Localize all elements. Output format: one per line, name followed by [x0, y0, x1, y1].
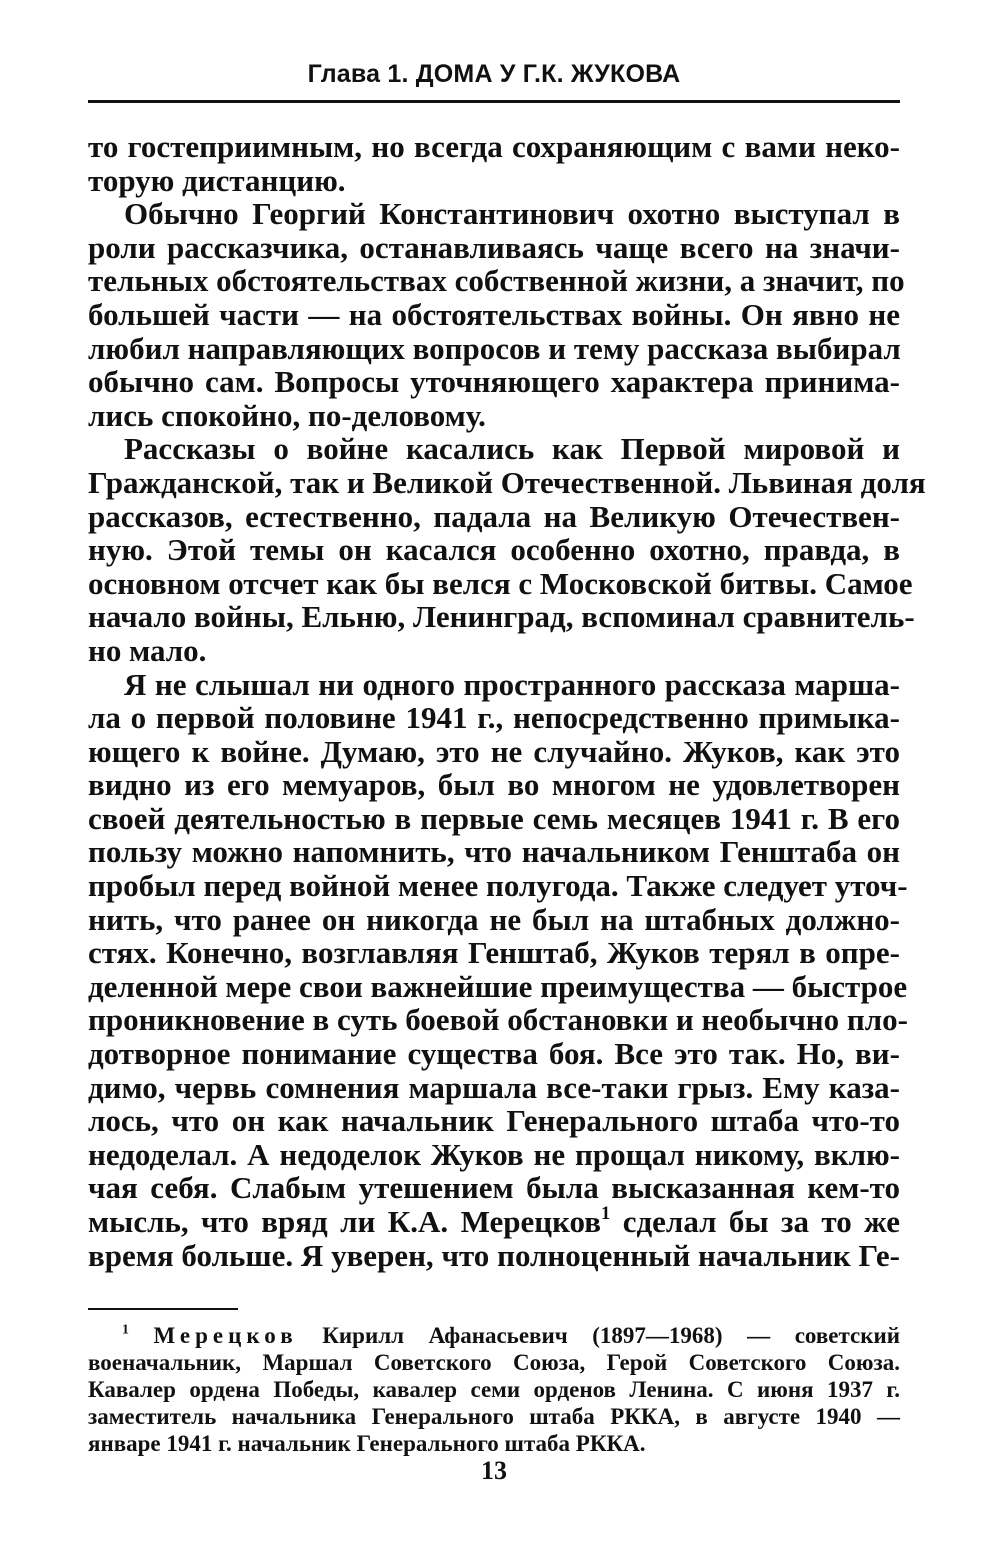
text-line: большей части — на обстоятельствах войны. Он явно не: [88, 296, 900, 332]
text-fragment: сделал бы за то же: [610, 1204, 900, 1239]
text-fragment: мысль, что вряд ли К.А. Мерецков: [88, 1204, 601, 1239]
footnote-name: Мерецков: [153, 1323, 298, 1348]
text-line: Обычно Георгий Константинович охотно выступал в: [124, 196, 900, 232]
text-line: основном отсчет как бы велся с Московской битвы. Самое: [88, 565, 913, 601]
text-line: своей деятельностью в первые семь месяцев 1941 г. В его: [88, 800, 900, 836]
text-line: рассказов, естественно, падала на Великую Отечествен-: [88, 498, 900, 534]
footnote-line: [88, 1322, 900, 1349]
text-line: проникновение в суть боевой обстановки и необычно пло-: [88, 1002, 908, 1038]
text-line: но мало.: [88, 632, 207, 668]
text-line: чая себя. Слабым утешением была высказанная кем-то: [88, 1170, 900, 1206]
text-line: время больше. Я уверен, что полноценный начальник Ге-: [88, 1237, 900, 1273]
text-line: Гражданской, так и Великой Отечественной. Львиная доля: [88, 464, 926, 500]
text-line: роли рассказчика, останавливаясь чаще всего на значи-: [88, 229, 900, 265]
footnote: [88, 1322, 900, 1457]
text-line: любил направляющих вопросов и тему рассказа выбирал: [88, 330, 901, 366]
footnote-line: заместитель начальника Генерального штаба РККА, в августе 1940 —: [88, 1404, 900, 1429]
header-rule: [88, 100, 900, 103]
text-line: деленной мере свои важнейшие преимущества — быстрое: [88, 968, 908, 1004]
text-line: нить, что ранее он никогда не был на штабных должно-: [88, 901, 900, 937]
main-text: [88, 129, 926, 1273]
text-line: лось, что он как начальник Генерального штаба что-то: [88, 1103, 900, 1139]
text-line: дотворное понимание существа боя. Все это так. Но, ви-: [88, 1036, 900, 1072]
text-line: ную. Этой темы он касался особенно охотно, правда, в: [88, 532, 900, 568]
text-line: ющего к войне. Думаю, это не случайно. Жуков, как это: [88, 733, 900, 769]
text-line: пользу можно напомнить, что начальником Генштаба он: [88, 834, 900, 870]
running-head: Глава 1. ДОМА У Г.К. ЖУКОВА: [307, 60, 681, 88]
footnote-rule: [88, 1308, 238, 1310]
footnote-line: военачальник, Маршал Советского Союза, Герой Советского Союза.: [88, 1350, 900, 1375]
text-line: Рассказы о войне касались как Первой мировой и: [124, 431, 900, 467]
text-line: обычно сам. Вопросы уточняющего характера принима-: [88, 364, 900, 400]
text-line: начало войны, Ельню, Ленинград, вспоминал сравнитель-: [88, 599, 915, 635]
footnote-reference[interactable]: 1: [601, 1202, 611, 1224]
text-line: ла о первой половине 1941 г., непосредственно примыка-: [88, 700, 900, 736]
footnote-text-fragment: Кирилл Афанасьевич (1897—1968) — советский: [297, 1323, 901, 1348]
footnote-line: январе 1941 г. начальник Генерального штаба РККА.: [88, 1431, 646, 1456]
text-line: Я не слышал ни одного пространного рассказа марша-: [124, 666, 900, 702]
text-line: лись спокойно, по-деловому.: [88, 397, 486, 433]
footnote-line: Кавалер ордена Победы, кавалер семи орденов Ленина. С июня 1937 г.: [88, 1377, 900, 1402]
text-line: видно из его мемуаров, был во многом не удовлетворен: [88, 767, 900, 803]
text-line: тельных обстоятельствах собственной жизни, а значит, по: [88, 263, 905, 299]
text-line: торую дистанцию.: [88, 162, 346, 198]
footnote-mark: 1: [122, 1321, 129, 1337]
page-number: 13: [481, 1456, 507, 1485]
text-line: стях. Конечно, возглавляя Генштаб, Жуков терял в опре-: [88, 935, 900, 971]
text-line: то гостеприимным, но всегда сохраняющим с вами неко-: [88, 129, 900, 164]
text-line-with-footnote-ref: [88, 1202, 900, 1239]
text-line: недоделал. А недоделок Жуков не прощал никому, вклю-: [88, 1136, 900, 1172]
text-line: димо, червь сомнения маршала все-таки грыз. Ему каза-: [88, 1069, 900, 1105]
text-line: пробыл перед войной менее полугода. Также следует уточ-: [88, 868, 908, 904]
